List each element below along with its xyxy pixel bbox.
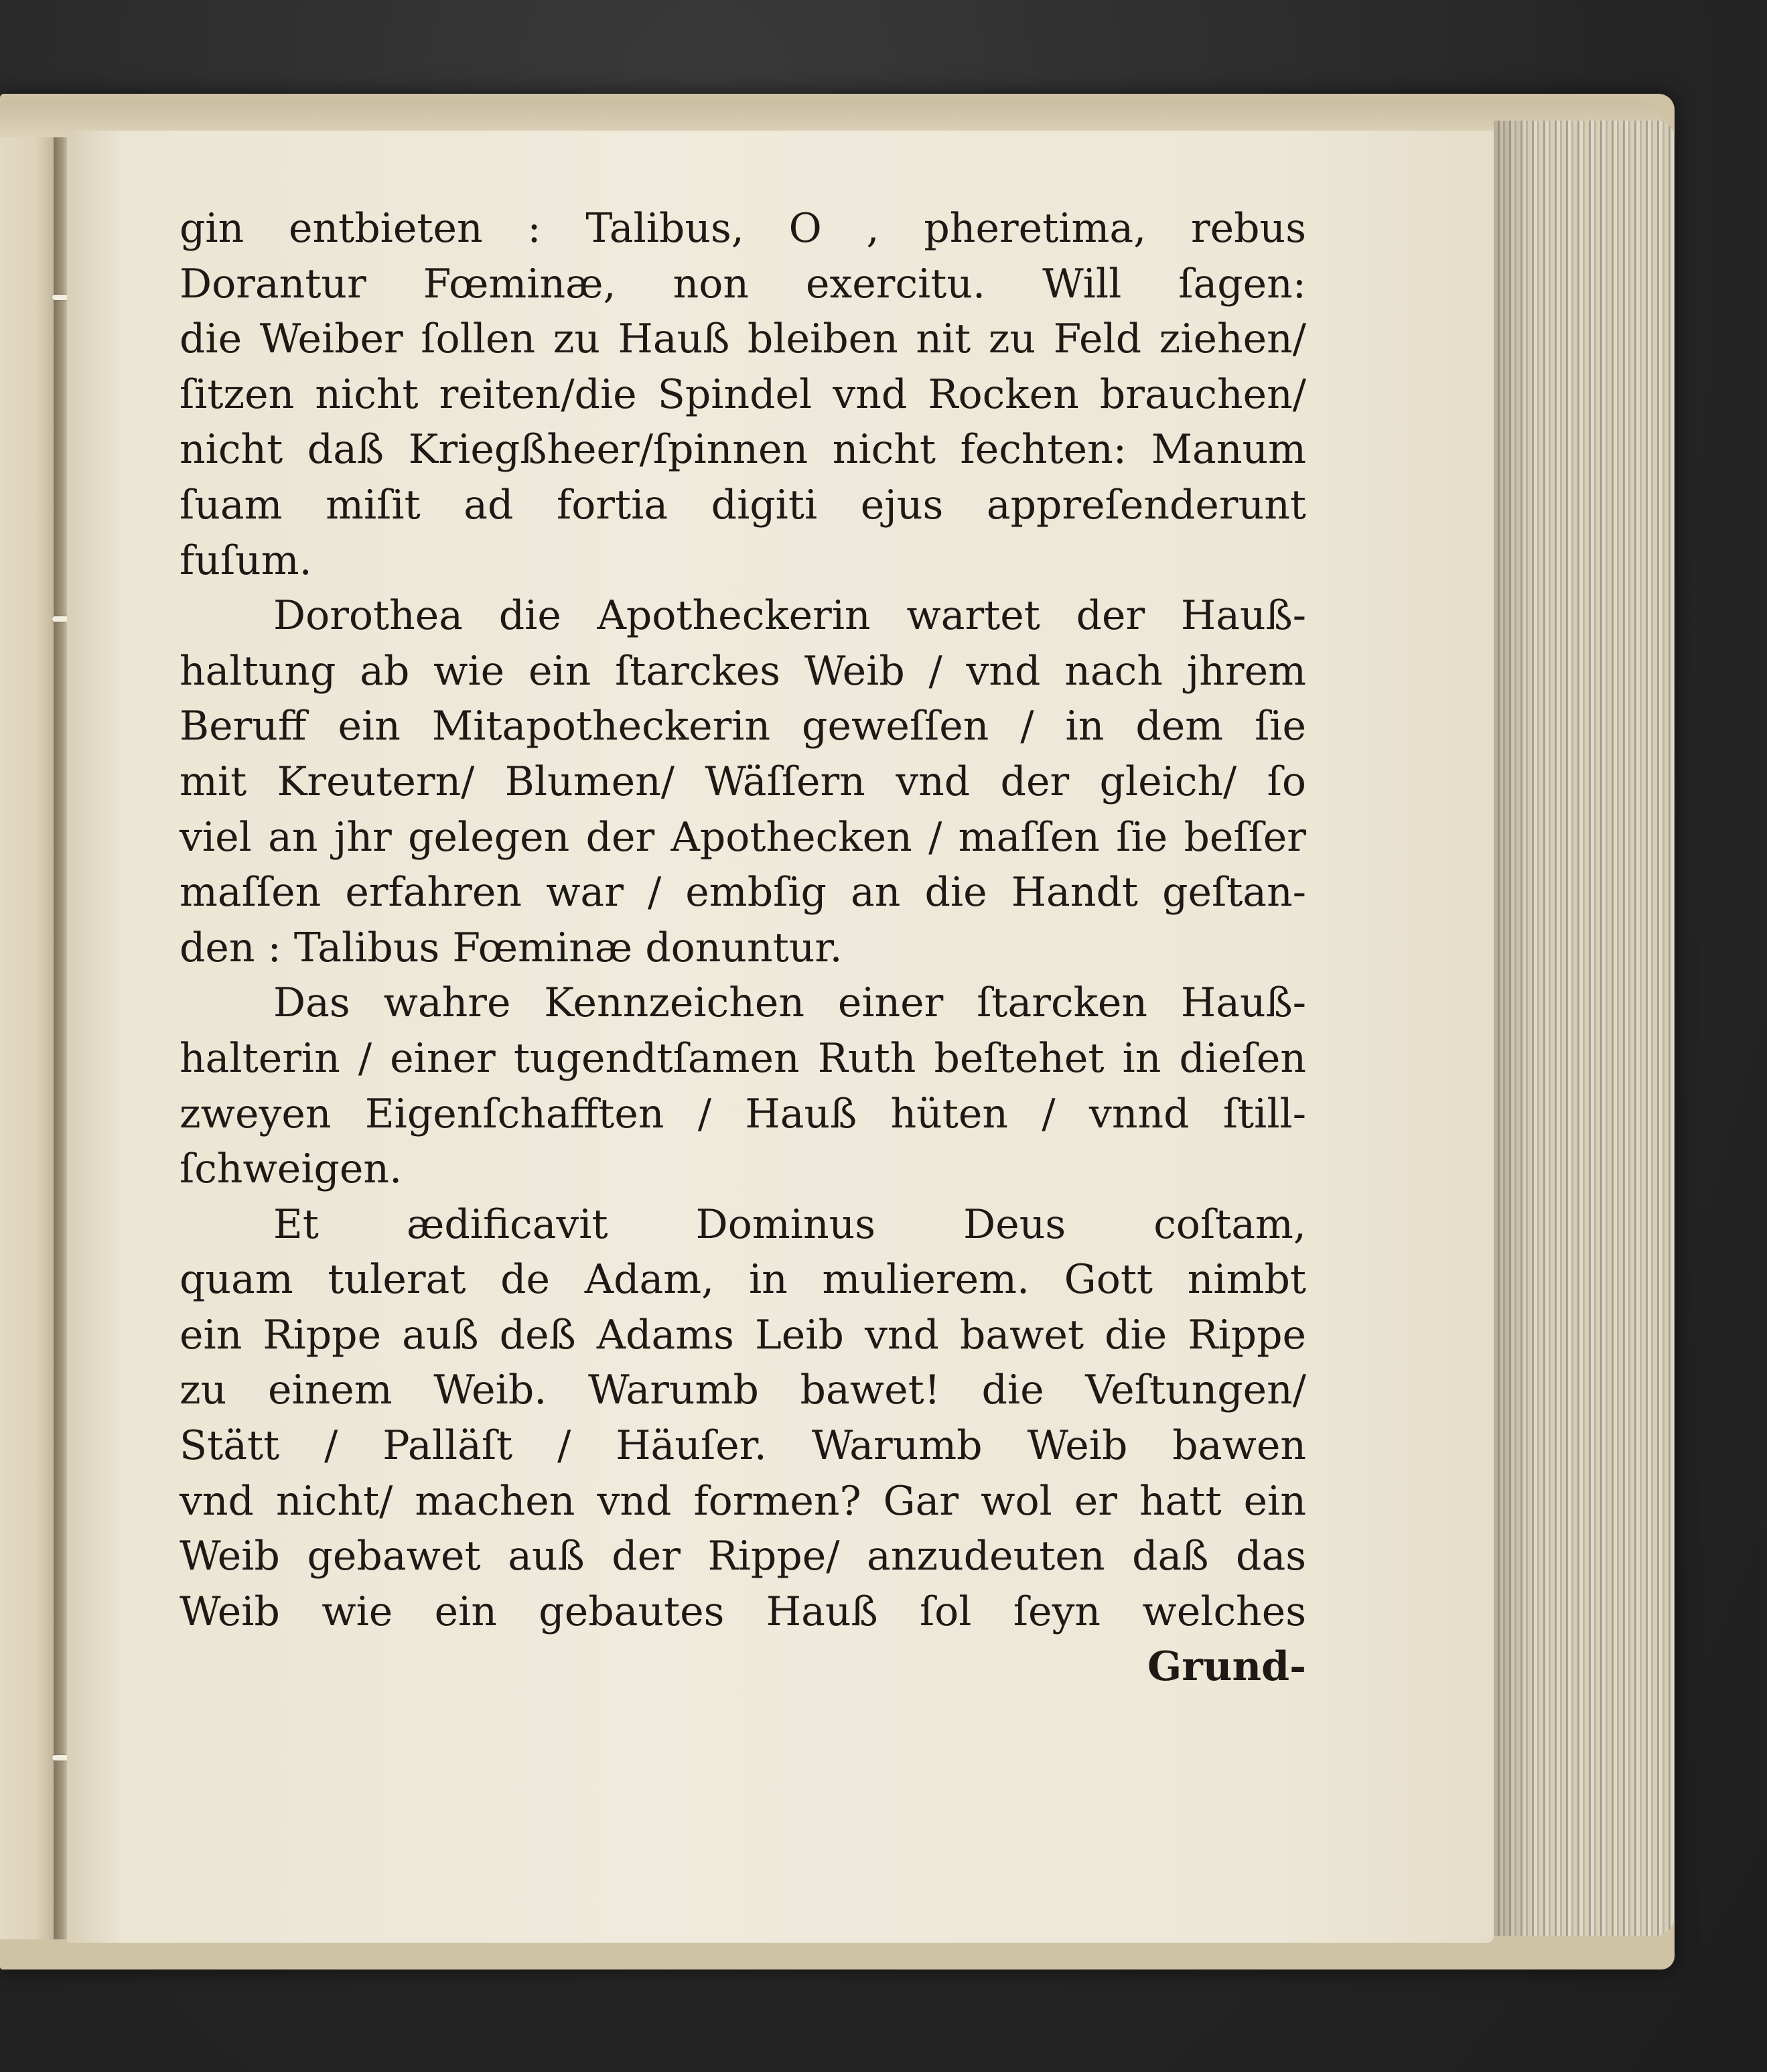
fore-edge-shadow bbox=[1494, 121, 1534, 1936]
text-line: ein Rippe auß deß Adams Leib vnd bawet die Rippe bbox=[180, 1311, 1306, 1359]
text-line: Et ædificavit Dominus Deus coſtam, bbox=[273, 1200, 1306, 1248]
text-line: Stätt / Palläſt / Häuſer. Warumb Weib bawen bbox=[180, 1422, 1306, 1470]
text-line: Weib wie ein gebautes Hauß ſol ſeyn welches bbox=[180, 1588, 1306, 1635]
text-line: maſſen erfahren war / embſig an die Handt geſtan- bbox=[180, 869, 1306, 916]
text-line: Beruff ein Mitapotheckerin geweſſen / in dem ſie bbox=[180, 703, 1306, 750]
text-line: mit Kreutern/ Blumen/ Wäſſern vnd der gleich/ ſo bbox=[180, 758, 1306, 805]
page-text bbox=[180, 201, 1306, 1695]
text-line: Dorantur Fœminæ, non exercitu. Will ſagen: bbox=[180, 260, 1306, 307]
text-line: ſuam miſit ad fortia digiti ejus appreſenderunt bbox=[180, 481, 1306, 529]
text-line: ſitzen nicht reiten/die Spindel vnd Rocken brauchen/ bbox=[180, 370, 1306, 418]
facing-page-strip bbox=[0, 137, 60, 1939]
text-line: den : Talibus Fœminæ donuntur. bbox=[180, 924, 843, 971]
text-line: die Weiber ſollen zu Hauß bleiben nit zu Feld ziehen/ bbox=[180, 316, 1306, 363]
text-line: viel an jhr gelegen der Apothecken / maſſen ſie beſſer bbox=[180, 813, 1306, 861]
text-line: quam tulerat de Adam, in mulierem. Gott nimbt bbox=[180, 1256, 1306, 1304]
text-line: Das wahre Kennzeichen einer ſtarcken Hauß- bbox=[273, 979, 1306, 1027]
text-line: ſchweigen. bbox=[180, 1146, 403, 1193]
text-line: Dorothea die Apotheckerin wartet der Hauß- bbox=[273, 592, 1306, 640]
text-line: haltung ab wie ein ſtarckes Weib / vnd nach jhrem bbox=[180, 647, 1306, 695]
text-line: halterin / einer tugendtſamen Ruth beſtehet in dieſen bbox=[180, 1034, 1306, 1082]
text-line: fuſum. bbox=[180, 537, 312, 584]
text-line: zweyen Eigenſchafften / Hauß hüten / vnnd ſtill- bbox=[180, 1090, 1306, 1137]
catchword: Grund- bbox=[1147, 1643, 1306, 1691]
text-line: zu einem Weib. Warumb bawet! die Veſtungen/ bbox=[180, 1367, 1306, 1414]
text-line: Weib gebawet auß der Rippe/ anzudeuten daß das bbox=[180, 1533, 1306, 1580]
text-line: nicht daß Kriegßheer/ſpinnen nicht fechten: Manum bbox=[180, 426, 1306, 474]
text-line: gin entbieten : Talibus, O , pheretima, rebus bbox=[180, 205, 1306, 252]
text-line: vnd nicht/ machen vnd formen? Gar wol er hatt ein bbox=[180, 1477, 1306, 1525]
